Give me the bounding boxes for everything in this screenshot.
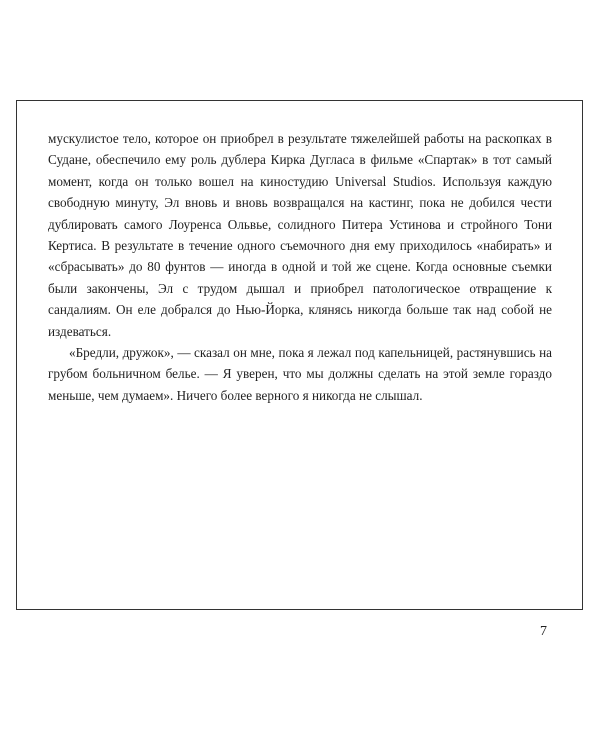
body-text <box>48 128 552 406</box>
paragraph-1: мускулистое тело, которое он приобрел в результате тяжелейшей работы на раскопках в Судане, обеспечило ему роль дублера Кирка Дугласа в фильме «Спартак» в тот самый момент, когда он только вошел на киностудию Universal Studios. Используя каждую свободную минуту, Эл вновь и вновь возвращался на кастинг, пока не добился чести дублировать самого Лоуренса Ольвье, солидного Питера Устинова и стройного Тони Кертиса. В результате в течение одного съемочного дня ему приходилось «набирать» и «сбрасывать» до 80 фунтов — иногда в одной и той же сцене. Когда основные съемки были закончены, Эл с трудом дышал и приобрел патологическое отвращение к сандалиям. Он еле добрался до Нью-Йорка, клянясь никогда больше так над собой не издеваться. <box>48 131 552 339</box>
page-number: 7 <box>540 624 547 639</box>
paragraph-2: «Бредли, дружок», — сказал он мне, пока я лежал под капельницей, растянувшись на грубом больничном белье. — Я уверен, что мы должны сделать на этой земле гораздо меньше, чем думаем». Ничего более верного я никогда не слышал. <box>48 345 552 403</box>
